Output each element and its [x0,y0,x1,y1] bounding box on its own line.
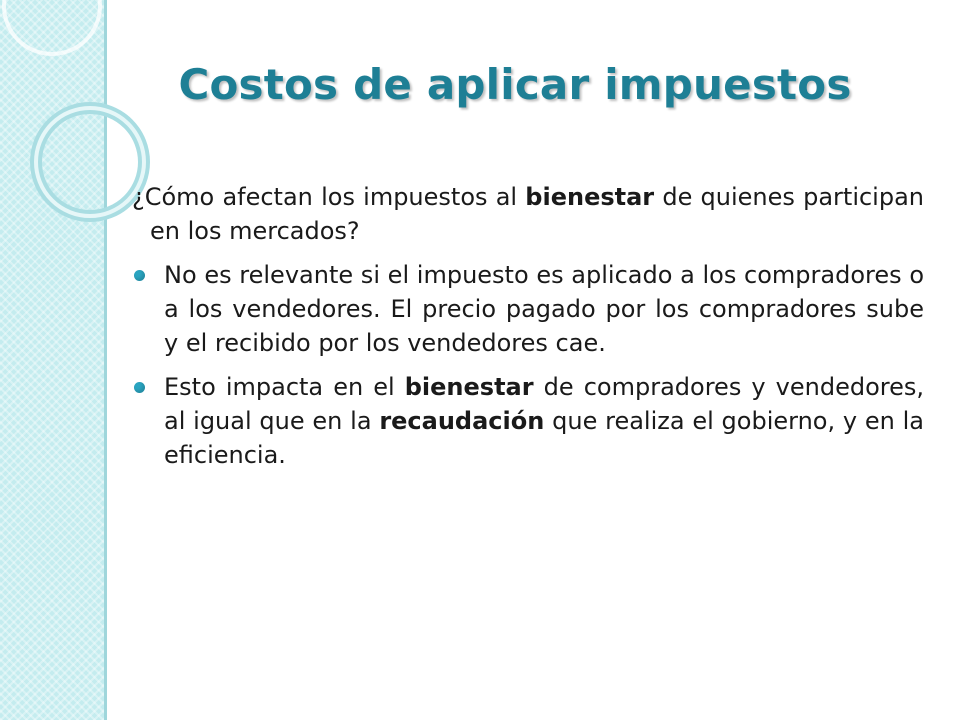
intro-question [132,180,924,248]
decorative-ring-highlight [36,108,144,216]
bullet-icon [134,382,145,393]
bullet-text-part: Esto impacta en el [164,373,405,401]
bullet-item-1 [132,258,924,360]
bullet-text-part: de compradores y vendedores, al igual que en la [164,373,924,435]
intro-bold-term: bienestar [525,183,655,211]
bullet-text: No es relevante si el impuesto es aplicado a los compradores o a los vendedores. El precio pagado por los compradores sube y el recibido por los vendedores cae. [164,261,924,357]
intro-text-start: ¿Cómo afectan los impuestos al [132,183,526,211]
slide-body [132,180,924,482]
bullet-bold-term: recaudación [379,407,545,435]
bullet-bold-term: bienestar [404,373,534,401]
bullet-item-2 [132,370,924,472]
bullet-list [132,258,924,472]
intro-text-end: de quienes participan en los mercados? [150,183,925,245]
slide-title: Costos de aplicar impuestos [178,60,852,109]
bullet-icon [134,270,145,281]
bullet-text-part: que realiza el gobierno, y en la eficiencia. [164,407,924,469]
decorative-arc-top [4,0,100,54]
